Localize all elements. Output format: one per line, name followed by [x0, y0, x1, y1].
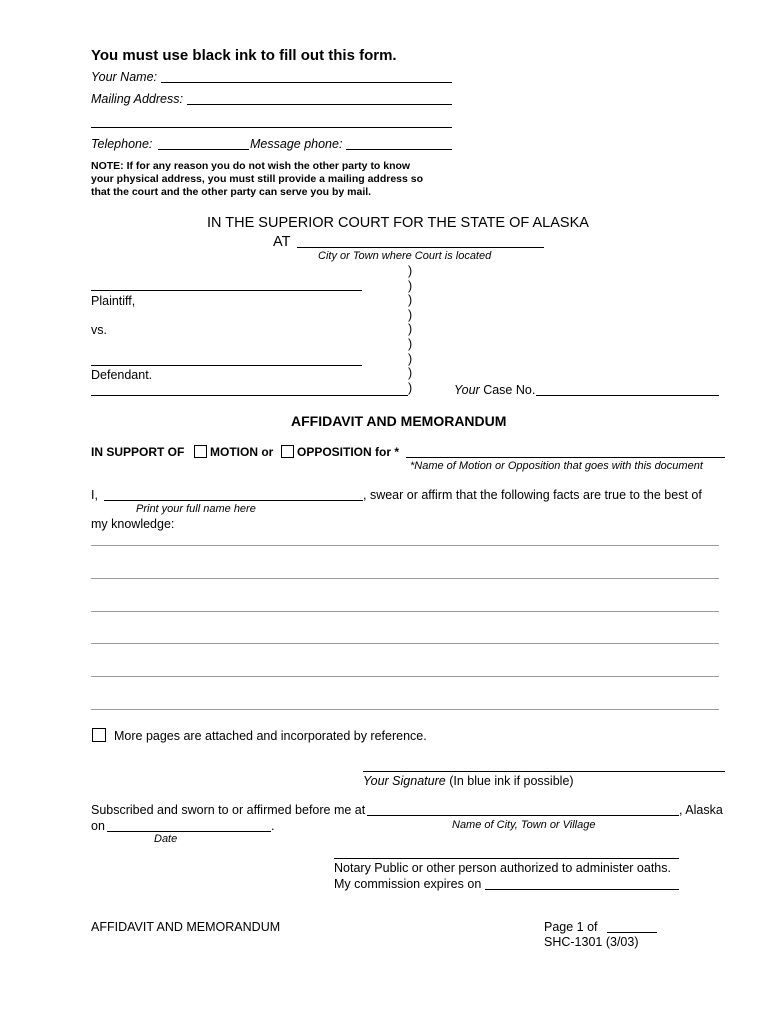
date-period: .	[271, 819, 275, 833]
i-label: I,	[91, 488, 98, 502]
message-phone-field[interactable]	[346, 149, 452, 150]
commission-expires-field[interactable]	[485, 889, 679, 890]
case-number-label-text: Case No.	[483, 383, 536, 397]
plaintiff-name-field[interactable]	[91, 290, 362, 291]
notary-label: Notary Public or other person authorized to administer oaths.	[334, 861, 671, 875]
statement-line[interactable]	[91, 578, 719, 579]
footer-page-label: Page 1 of	[544, 920, 598, 934]
swear-text: , swear or affirm that the following facts are true to the best of	[363, 488, 702, 502]
motion-label: MOTION or	[210, 445, 274, 459]
caption-bottom-line	[91, 395, 408, 396]
on-label: on	[91, 819, 105, 833]
notary-date-field[interactable]	[107, 831, 271, 832]
commission-label: My commission expires on	[334, 877, 482, 891]
motion-checkbox[interactable]	[194, 445, 207, 458]
signature-field[interactable]	[363, 771, 725, 772]
support-prefix: IN SUPPORT OF	[91, 445, 185, 459]
defendant-label: Defendant.	[91, 368, 153, 382]
caption-paren: )	[408, 293, 413, 307]
mailing-address-label: Mailing Address:	[91, 92, 183, 106]
caption-paren: )	[408, 322, 413, 336]
full-name-field[interactable]	[104, 500, 363, 501]
statement-line[interactable]	[91, 643, 719, 644]
mailing-address-field[interactable]	[187, 104, 452, 105]
footer-form-name: AFFIDAVIT AND MEMORANDUM	[91, 920, 281, 934]
vs-label: vs.	[91, 323, 107, 337]
caption-paren: )	[408, 279, 413, 293]
statement-line[interactable]	[91, 545, 719, 546]
signature-caption-italic: Your Signature	[363, 774, 446, 788]
opposition-checkbox[interactable]	[281, 445, 294, 458]
notary-city-field[interactable]	[367, 815, 679, 816]
defendant-name-field[interactable]	[91, 365, 362, 366]
signature-blue-ink-note: (In blue ink if possible)	[449, 774, 574, 788]
date-caption: Date	[154, 833, 178, 845]
caption-paren: )	[408, 381, 413, 395]
notary-city-caption: Name of City, Town or Village	[452, 819, 596, 831]
court-at-label: AT	[273, 234, 291, 250]
motion-name-caption: *Name of Motion or Opposition that goes with this document	[410, 460, 703, 472]
footer-form-code: SHC-1301 (3/03)	[544, 935, 639, 949]
your-name-field[interactable]	[161, 82, 452, 83]
statement-line[interactable]	[91, 611, 719, 612]
note-line-1: NOTE: If for any reason you do not wish the other party to know	[91, 160, 411, 172]
case-number-field[interactable]	[536, 395, 719, 396]
opposition-label: OPPOSITION for *	[297, 445, 400, 459]
signature-caption	[363, 774, 574, 788]
statement-line[interactable]	[91, 676, 719, 677]
telephone-field[interactable]	[158, 149, 249, 150]
caption-paren: )	[408, 366, 413, 380]
more-pages-checkbox[interactable]	[92, 728, 106, 742]
note-line-2: your physical address, you must still provide a mailing address so	[91, 173, 424, 185]
motion-name-field[interactable]	[406, 457, 725, 458]
telephone-label: Telephone:	[91, 137, 153, 151]
form-instruction-title: You must use black ink to fill out this form.	[91, 47, 397, 64]
mailing-address-field-line2[interactable]	[91, 127, 452, 128]
court-city-field[interactable]	[297, 247, 544, 248]
caption-paren: )	[408, 264, 413, 278]
print-name-caption: Print your full name here	[136, 503, 256, 515]
message-phone-label: Message phone:	[250, 137, 343, 151]
more-pages-label: More pages are attached and incorporated by reference.	[114, 729, 427, 743]
note-line-3: that the court and the other party can serve you by mail.	[91, 186, 372, 198]
case-number-label	[454, 383, 535, 397]
plaintiff-label: Plaintiff,	[91, 294, 136, 308]
court-city-caption: City or Town where Court is located	[318, 250, 492, 262]
court-title: IN THE SUPERIOR COURT FOR THE STATE OF ALASKA	[207, 215, 589, 231]
total-pages-field[interactable]	[607, 932, 657, 933]
form-title: AFFIDAVIT AND MEMORANDUM	[291, 413, 507, 429]
caption-paren: )	[408, 337, 413, 351]
notary-signature-field[interactable]	[334, 858, 679, 859]
knowledge-label: my knowledge:	[91, 517, 175, 531]
statement-line[interactable]	[91, 709, 719, 710]
caption-paren: )	[408, 352, 413, 366]
your-name-label: Your Name:	[91, 70, 158, 84]
case-number-label-italic: Your	[454, 383, 480, 397]
alaska-label: , Alaska	[679, 803, 723, 817]
subscribed-label: Subscribed and sworn to or affirmed before me at	[91, 803, 366, 817]
caption-paren: )	[408, 308, 413, 322]
